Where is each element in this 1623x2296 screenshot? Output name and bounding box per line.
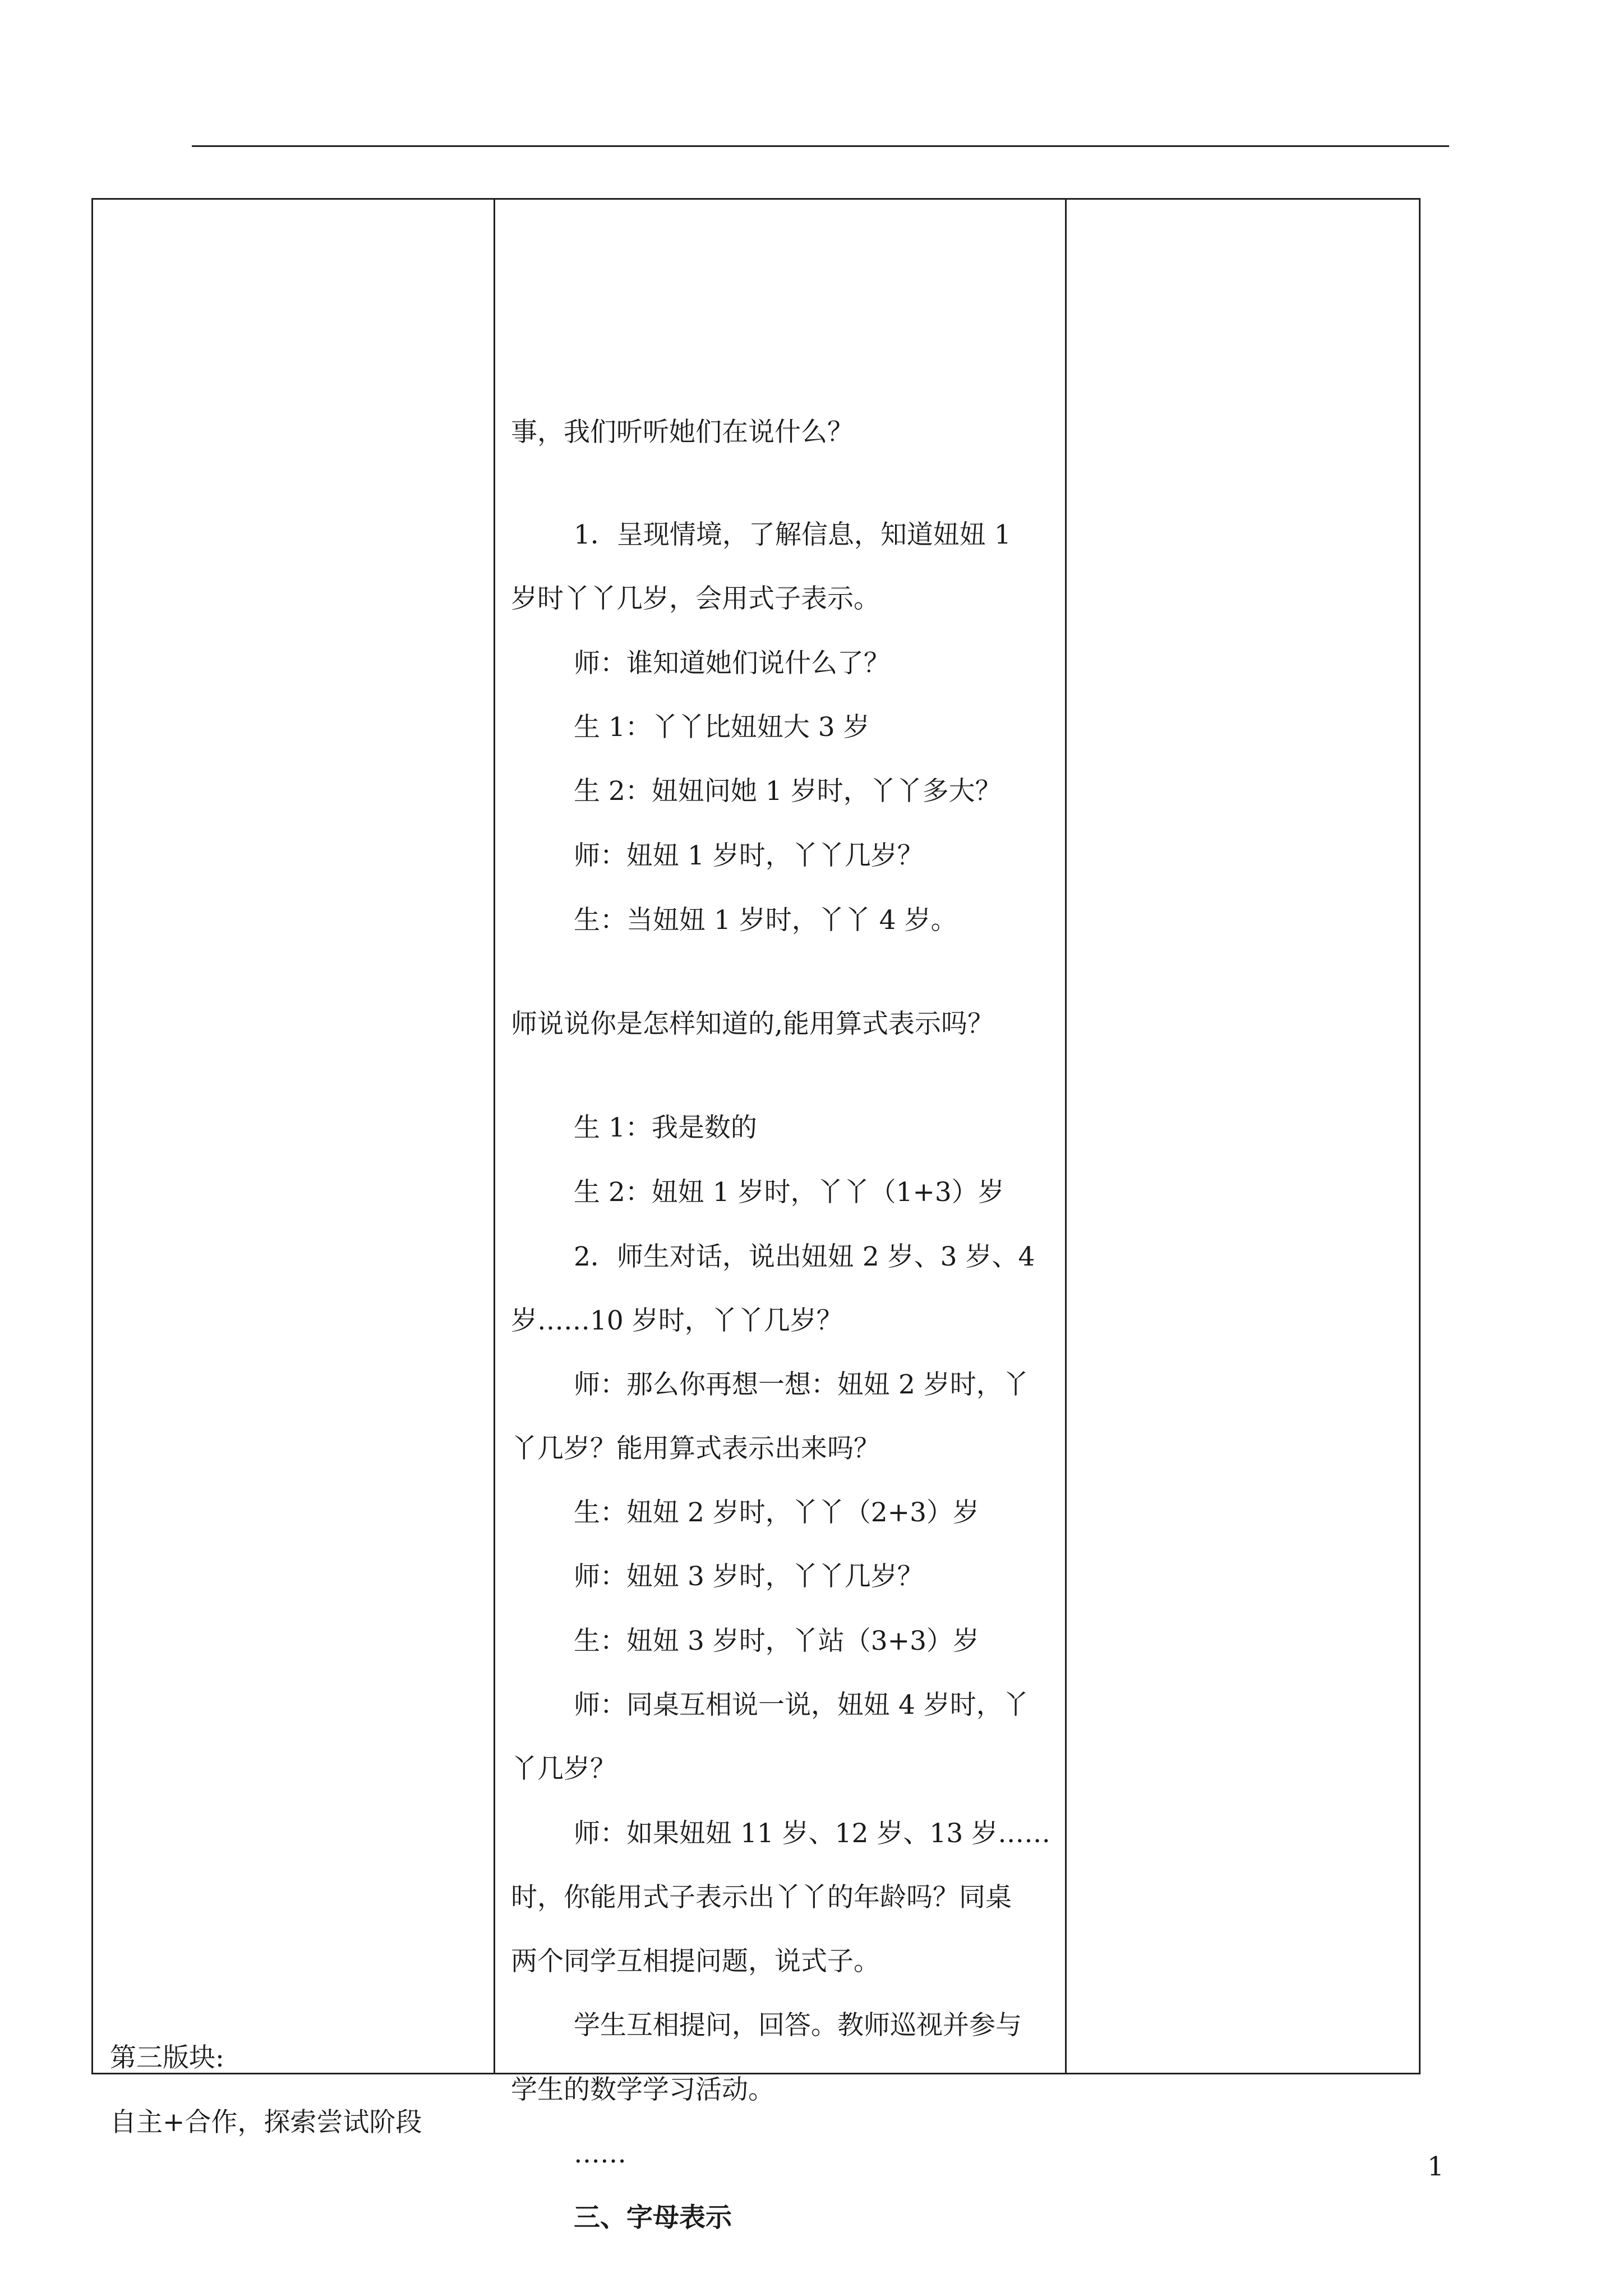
content-line: 生 2：妞妞 1 岁时，丫丫（1+3）岁	[574, 1177, 1004, 1208]
stage-subtitle: 自主+合作，探索尝试阶段	[110, 2107, 422, 2138]
stage-title: 第三版块:	[110, 2042, 224, 2073]
content-line: 师：同桌互相说一说，妞妞 4 岁时，丫	[574, 1690, 1029, 1720]
lesson-table	[91, 198, 1421, 2233]
column-divider-left	[494, 200, 495, 2073]
content-line: 学生互相提问，回答。教师巡视并参与	[574, 2010, 1022, 2041]
page-number: 1	[1427, 2151, 1444, 2182]
content-line: 事，我们听听她们在说什么？	[511, 417, 854, 448]
content-line: 生 1：我是数的	[574, 1112, 757, 1143]
content-line: 岁时丫丫几岁，会用式子表示。	[511, 583, 880, 614]
content-line: 两个同学互相提问题，说式子。	[511, 1946, 880, 1977]
content-line: 师：谁知道她们说什么了？	[574, 648, 890, 679]
content-line: 师说说你是怎样知道的,能用算式表示吗？	[511, 1009, 994, 1039]
stage-cell	[110, 2026, 491, 2155]
content-line: 师：那么你再想一想：妞妞 2 岁时，丫	[574, 1369, 1029, 1400]
content-line: 1．呈现情境，了解信息，知道妞妞 1	[574, 519, 1011, 550]
content-line: 时，你能用式子表示出丫丫的年龄吗？同桌	[511, 1882, 1012, 1913]
content-line: 生 1：丫丫比妞妞大 3 岁	[574, 712, 870, 743]
content-line: 学生的数学学习活动。	[511, 2074, 774, 2105]
content-line: ……	[574, 2138, 626, 2169]
content-line: 生：当妞妞 1 岁时，丫丫 4 岁。	[574, 905, 957, 936]
content-line: 师：妞妞 1 岁时，丫丫几岁？	[574, 840, 924, 871]
content-line: 岁……10 岁时，丫丫几岁？	[511, 1305, 843, 1336]
content-line: 生：妞妞 2 岁时，丫丫（2+3）岁	[574, 1497, 979, 1528]
content-line: 生 2：妞妞问她 1 岁时，丫丫多大？	[574, 776, 1002, 807]
column-divider-right	[1065, 200, 1067, 2073]
header-rule	[192, 145, 1449, 147]
content-line: 师：如果妞妞 11 岁、12 岁、13 岁……	[574, 1818, 1051, 1849]
content-line: 生：妞妞 3 岁时，丫站（3+3）岁	[574, 1626, 979, 1657]
section-heading: 三、字母表示	[574, 2202, 732, 2233]
content-line: 丫几岁？能用算式表示出来吗？	[511, 1433, 880, 1464]
content-line: 师：妞妞 3 岁时，丫丫几岁？	[574, 1561, 924, 1592]
content-line: 2．师生对话，说出妞妞 2 岁、3 岁、4	[574, 1241, 1035, 1272]
content-line: 丫几岁？	[511, 1754, 616, 1784]
